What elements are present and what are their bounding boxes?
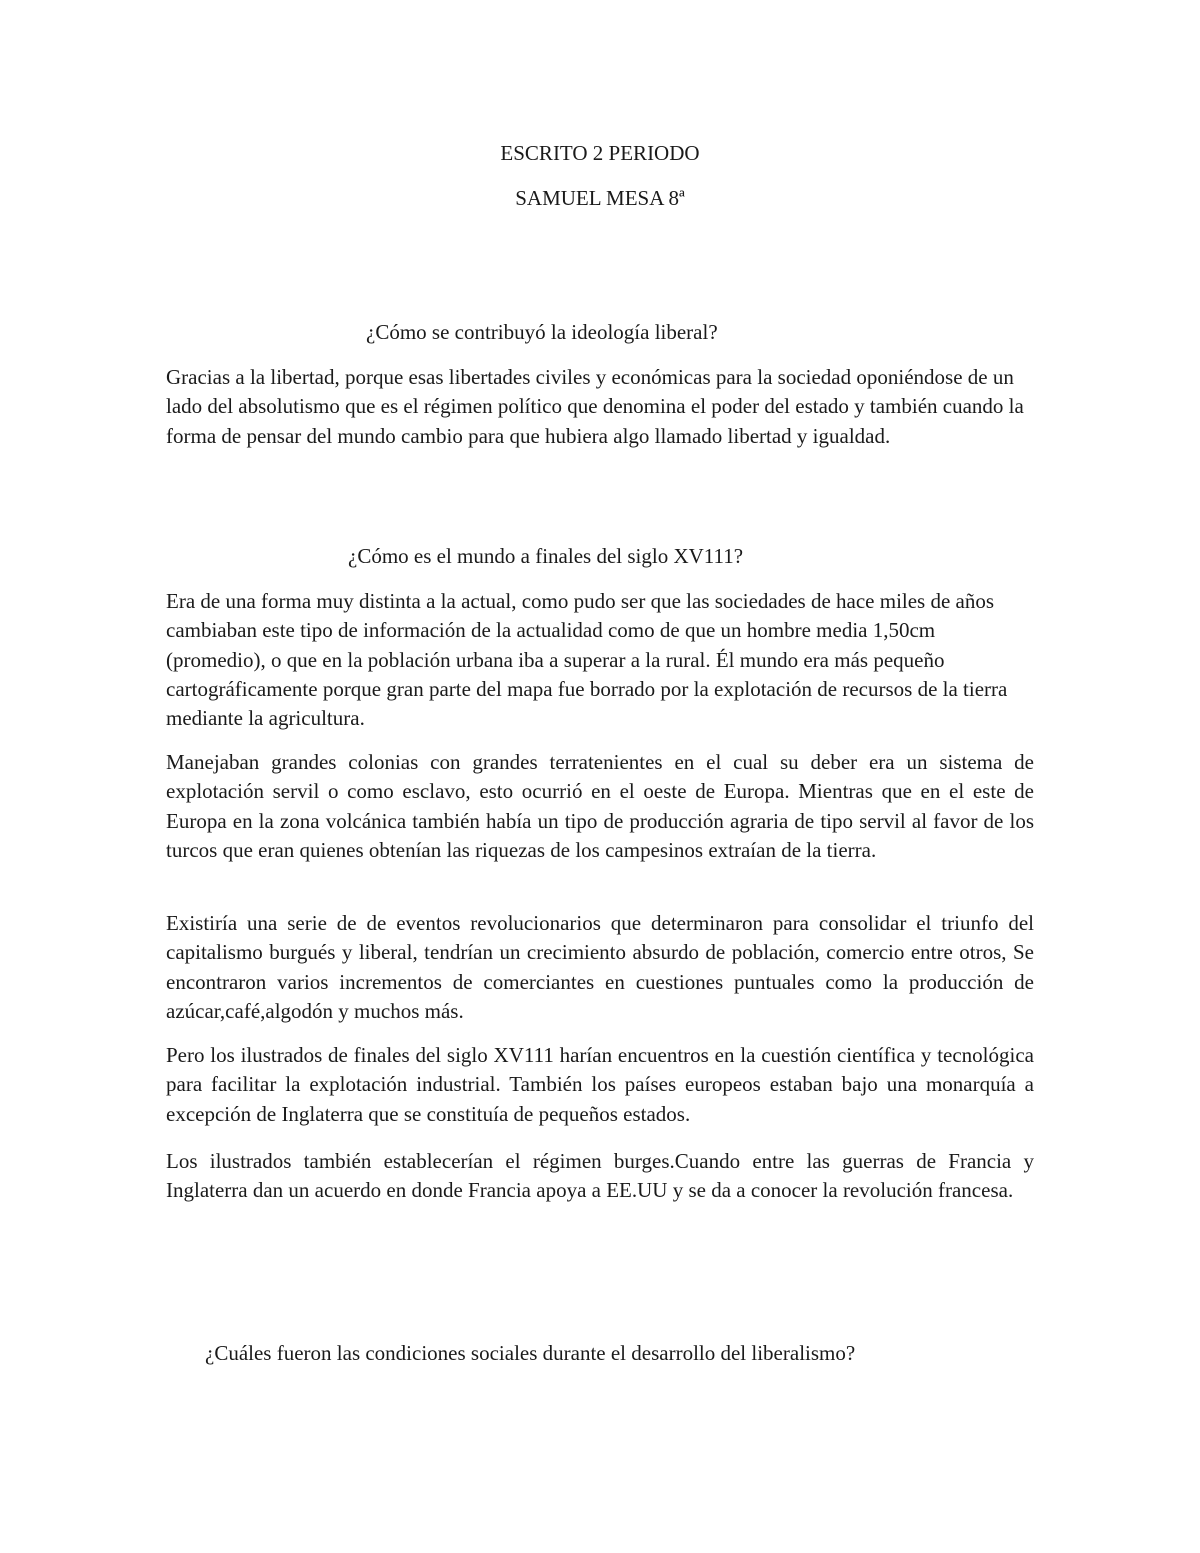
paragraph-mundo-4: Pero los ilustrados de finales del siglo XV111 harían encuentros en la cuestión científica y tecnológica para facilitar la explotación industrial. También los países europeos estaban bajo una monarquía a excepción de Inglaterra que se constituía de pequeños estados. bbox=[166, 1043, 1034, 1126]
author-line: SAMUEL MESA 8ª bbox=[515, 186, 685, 210]
section-heading-mundo-siglo-xviii: ¿Cómo es el mundo a finales del siglo XV111? bbox=[348, 544, 744, 568]
section-heading-ideologia-liberal: ¿Cómo se contribuyó la ideología liberal? bbox=[366, 320, 718, 344]
section-heading-condiciones-sociales: ¿Cuáles fueron las condiciones sociales durante el desarrollo del liberalismo? bbox=[205, 1341, 856, 1365]
document-title: ESCRITO 2 PERIODO bbox=[500, 141, 700, 165]
paragraph-mundo-1: Era de una forma muy distinta a la actual, como pudo ser que las sociedades de hace miles de años cambiaban este tipo de información de la actualidad como de que un hombre media 1,50cm (promedio), o que en la población urbana iba a superar a la rural. Él mundo era más pequeño cartográficamente porque gran parte del mapa fue borrado por la explotación de recursos de la tierra mediante la agricultura. bbox=[166, 589, 1008, 731]
paragraph-mundo-5: Los ilustrados también establecerían el régimen burges.Cuando entre las guerras de Francia y Inglaterra dan un acuerdo en donde Francia apoya a EE.UU y se da a conocer la revolución francesa. bbox=[166, 1149, 1034, 1203]
paragraph-mundo-3: Existiría una serie de de eventos revolucionarios que determinaron para consolidar el triunfo del capitalismo burgués y liberal, tendrían un crecimiento absurdo de población, comercio entre otros, Se encontraron varios incrementos de comerciantes en cuestiones puntuales como la producción de azúcar,café,algodón y muchos más. bbox=[166, 911, 1034, 1023]
paragraph-ideologia-liberal: Gracias a la libertad, porque esas libertades civiles y económicas para la sociedad oponiéndose de un lado del absolutismo que es el régimen político que denomina el poder del estado y también cuando la forma de pensar del mundo cambio para que hubiera algo llamado libertad y igualdad. bbox=[166, 365, 1024, 448]
paragraph-mundo-2: Manejaban grandes colonias con grandes terratenientes en el cual su deber era un sistema de explotación servil o como esclavo, esto ocurrió en el oeste de Europa. Mientras que en el este de Europa en la zona volcánica también había un tipo de producción agraria de tipo servil al favor de los turcos que eran quienes obtenían las riquezas de los campesinos extraían de la tierra. bbox=[166, 750, 1034, 862]
